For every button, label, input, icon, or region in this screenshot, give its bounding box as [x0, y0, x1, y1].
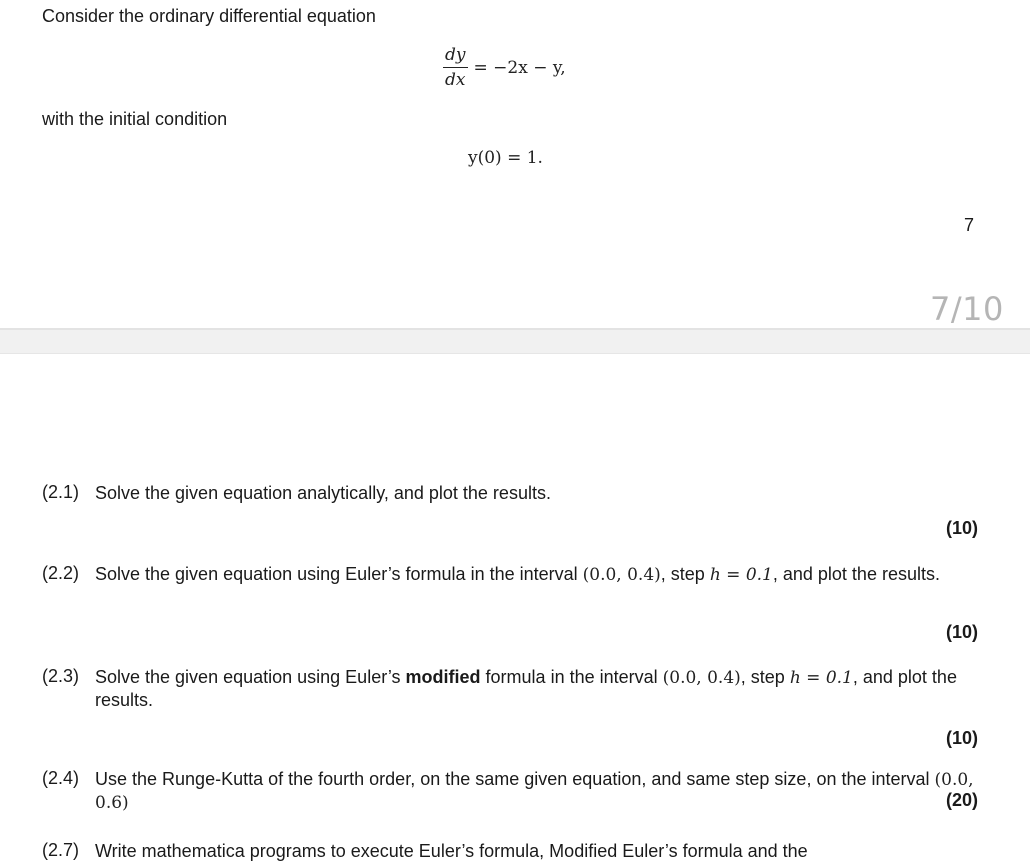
question-2-3-text-d: , and plot the results. — [95, 667, 957, 710]
derivative-fraction — [443, 46, 468, 89]
question-2-1-text: Solve the given equation analytically, and plot the results. — [95, 483, 551, 503]
question-2-1-label: (2.1) — [42, 482, 80, 502]
question-2-4-text-a: Use the Runge-Kutta of the fourth order, on the same given equation, and same step size, on the interval — [95, 769, 935, 789]
question-2-3-text-c: , step — [740, 667, 790, 687]
question-2-2-text-a: Solve the given equation using Euler’s formula in the interval — [95, 564, 583, 584]
page-separator — [0, 328, 1030, 354]
question-2-4-marks: (20) — [945, 790, 978, 810]
question-2-7-text: Write mathematica programs to execute Euler’s formula, Modified Euler’s formula and the — [95, 841, 808, 861]
question-2-2-text — [95, 563, 978, 586]
question-2-2-label: (2.2) — [42, 563, 80, 583]
initial-condition-equation: y(0) = 1. — [468, 148, 543, 168]
condition-text: with the initial condition — [42, 109, 228, 129]
question-2-4-interval: (0.0, 0.6) — [95, 770, 974, 813]
question-2-1-marks: (10) — [945, 518, 978, 538]
question-2-3-text-a: Solve the given equation using Euler’s — [95, 667, 406, 687]
intro-text: Consider the ordinary differential equation — [42, 6, 376, 26]
question-2-4-text — [95, 768, 978, 814]
question-2-3-marks: (10) — [945, 728, 978, 748]
question-2-2-step: h = 0.1 — [709, 565, 773, 585]
differential-equation — [443, 46, 566, 89]
fraction-denominator: dx — [445, 70, 466, 90]
question-2-2-text-b: , step — [660, 564, 710, 584]
fraction-numerator: dy — [443, 46, 468, 68]
question-2-3-text — [95, 666, 978, 711]
question-2-3-text-b: formula in the interval — [480, 667, 663, 687]
question-2-3-label: (2.3) — [42, 666, 80, 686]
question-2-3-interval: (0.0, 0.4) — [662, 668, 741, 688]
question-2-3-bold: modified — [405, 667, 481, 687]
equation-rhs: = −2x − y, — [473, 57, 566, 78]
question-2-2-marks: (10) — [945, 622, 978, 642]
question-2-2-text-c: , and plot the results. — [772, 564, 940, 584]
page-number: 7 — [964, 215, 975, 235]
question-2-4-label: (2.4) — [42, 768, 80, 788]
slide-counter: 7/10 — [930, 290, 1004, 328]
question-2-3-step: h = 0.1 — [789, 668, 853, 688]
question-2-7-label: (2.7) — [42, 840, 80, 860]
question-2-2-interval: (0.0, 0.4) — [582, 565, 661, 585]
